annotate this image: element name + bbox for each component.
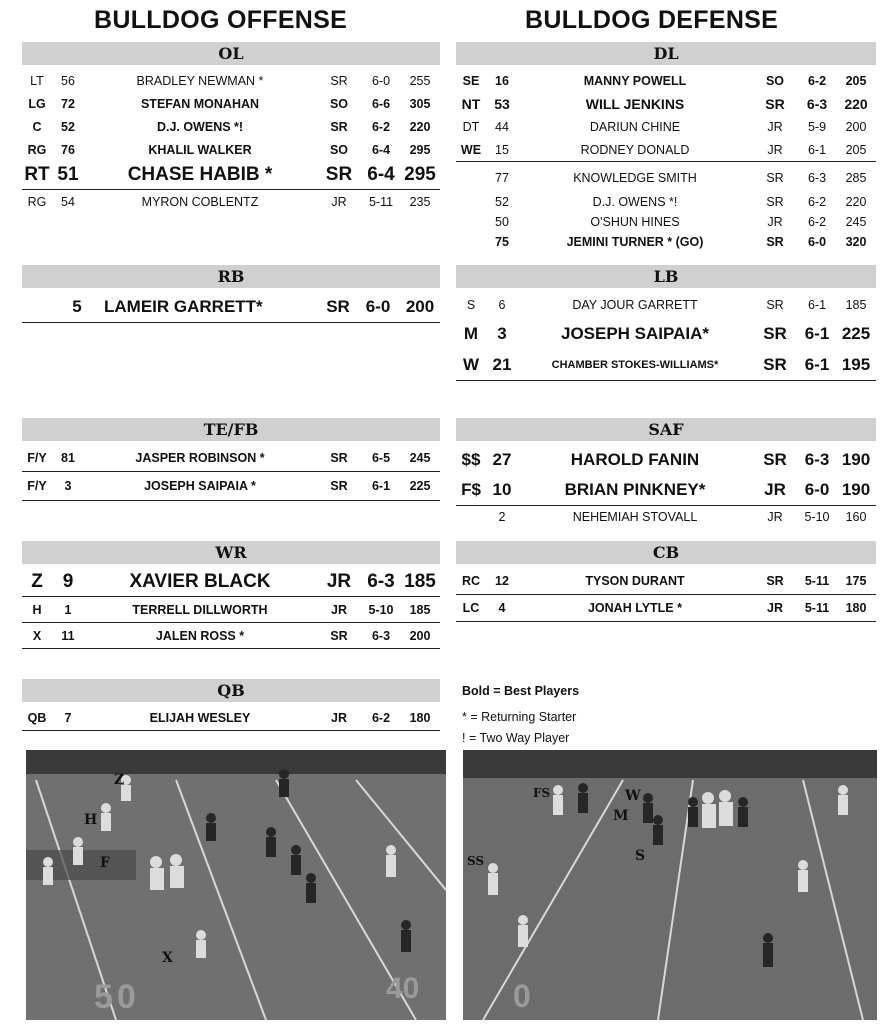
table-row [22, 472, 440, 501]
yard-number-0: 0 [513, 978, 531, 1014]
weight: 255 [409, 73, 431, 88]
height: 5-11 [368, 194, 394, 209]
jersey-number: 50 [495, 215, 509, 229]
field-image [26, 750, 446, 1020]
qb-section [22, 679, 440, 731]
jersey-number: 12 [495, 574, 509, 588]
height: 6-3 [804, 450, 830, 469]
height: 6-2 [807, 215, 827, 229]
table-row [456, 318, 876, 350]
table-row [22, 190, 440, 213]
te-fb-header: TE/FB [22, 418, 440, 441]
height: 6-0 [804, 480, 830, 499]
position: S [466, 298, 476, 312]
weight: 190 [841, 450, 871, 469]
weight: 220 [845, 195, 867, 209]
player-name: BRADLEY NEWMAN * [136, 73, 264, 88]
weight: 225 [409, 479, 431, 493]
jersey-number: 54 [61, 194, 75, 209]
position: QB [27, 711, 47, 725]
table-row [22, 69, 440, 92]
height: 6-0 [371, 73, 391, 88]
player-name: STEFAN MONAHAN [140, 96, 260, 111]
height: 6-2 [371, 711, 391, 725]
position: H [32, 602, 42, 617]
player-name: KNOWLEDGE SMITH [573, 170, 697, 185]
height: 6-3 [806, 95, 828, 112]
class-year: SO [765, 73, 785, 88]
position: LG [28, 96, 46, 111]
jersey-number: 9 [62, 571, 74, 592]
jersey-number: 5 [72, 297, 82, 316]
position: RT [24, 164, 50, 185]
table-row [22, 161, 440, 190]
player-name: JOSEPH SAIPAIA* [560, 324, 709, 343]
position: C [32, 119, 42, 134]
jersey-number: 6 [498, 298, 506, 312]
weight: 190 [841, 480, 871, 499]
player-name: JOSEPH SAIPAIA * [144, 479, 256, 493]
te-fb-section [22, 418, 440, 501]
height: 6-1 [804, 355, 830, 374]
rb-header: RB [22, 265, 440, 288]
weight: 220 [844, 95, 868, 112]
jersey-number: 4 [498, 601, 506, 615]
cb-section [456, 541, 876, 622]
yard-number-50: 50 [94, 978, 140, 1016]
height: 6-1 [804, 324, 830, 343]
position: SE [462, 73, 480, 88]
position: LC [462, 601, 480, 615]
weight: 200 [405, 297, 435, 316]
table-row [456, 115, 876, 138]
table-row [22, 445, 440, 472]
position: RG [27, 142, 47, 157]
position: W [462, 355, 480, 374]
jersey-number: 2 [498, 510, 506, 524]
class-year: SO [329, 96, 349, 111]
player-name: KHALIL WALKER [148, 142, 252, 157]
class-year: JR [331, 711, 347, 725]
player-name: JASPER ROBINSON * [135, 451, 265, 465]
jersey-number: 21 [492, 355, 512, 374]
weight: 185 [404, 571, 436, 592]
jersey-number: 52 [61, 119, 75, 134]
defense-title: BULLDOG DEFENSE [525, 6, 779, 34]
table-row [456, 166, 876, 189]
position: RC [461, 574, 481, 588]
jersey-number: 27 [492, 450, 512, 469]
class-year: SR [330, 119, 348, 134]
weight: 180 [409, 711, 431, 725]
table-row [456, 568, 876, 595]
player-name: JONAH LYTLE * [587, 601, 682, 615]
legend-bold: Bold = Best Players [462, 684, 580, 698]
saf-header: SAF [456, 418, 876, 441]
dl-header: DL [456, 42, 876, 65]
height: 6-1 [371, 479, 391, 493]
class-year: JR [764, 480, 786, 499]
marker-fs: FS [533, 786, 551, 800]
offense-formation-photo [26, 750, 446, 1020]
weight: 180 [845, 601, 867, 615]
table-row [22, 138, 440, 161]
player-name: O'SHUN HINES [590, 215, 680, 229]
class-year: SR [330, 451, 348, 465]
offense-title: BULLDOG OFFENSE [94, 6, 348, 34]
table-row [22, 568, 440, 597]
class-year: SR [765, 95, 785, 112]
table-row [456, 292, 876, 318]
height: 6-3 [807, 170, 827, 185]
jersey-number: 75 [495, 235, 509, 249]
jersey-number: 81 [61, 451, 75, 465]
class-year: JR [767, 215, 783, 229]
position: $$ [461, 450, 481, 469]
class-year: JR [331, 194, 347, 209]
jersey-number: 3 [497, 324, 507, 343]
class-year: JR [767, 601, 783, 615]
height: 6-4 [367, 164, 395, 185]
weight: 175 [845, 574, 867, 588]
rb-section [22, 265, 440, 323]
weight: 205 [845, 142, 867, 157]
position: M [463, 324, 479, 343]
weight: 235 [409, 194, 431, 209]
saf-section [456, 418, 876, 528]
position: NT [461, 95, 481, 112]
height: 6-6 [371, 96, 391, 111]
yard-number-40: 40 [386, 972, 420, 1005]
lb-header: LB [456, 265, 876, 288]
qb-header: QB [22, 679, 440, 702]
player-name: HAROLD FANIN [570, 450, 700, 469]
class-year: SR [330, 479, 348, 493]
weight: 245 [845, 215, 867, 229]
height: 5-11 [804, 574, 830, 588]
player-name: ELIJAH WESLEY [149, 711, 251, 725]
table-row [22, 597, 440, 623]
player-name: RODNEY DONALD [580, 142, 690, 157]
table-row [22, 292, 440, 323]
height: 6-2 [807, 195, 827, 209]
jersey-number: 16 [495, 73, 509, 88]
class-year: JR [767, 119, 783, 134]
cb-header: CB [456, 541, 876, 564]
height: 5-10 [368, 602, 394, 617]
player-name: XAVIER BLACK [129, 571, 271, 592]
height: 5-11 [804, 601, 830, 615]
jersey-number: 1 [64, 602, 72, 617]
height: 5-9 [807, 119, 827, 134]
weight: 200 [845, 119, 867, 134]
class-year: SR [325, 164, 353, 185]
position: Z [31, 571, 43, 592]
marker-m: M [613, 808, 629, 824]
class-year: JR [767, 142, 783, 157]
player-name: CHAMBER STOKES-WILLIAMS* [551, 359, 719, 371]
jersey-number: 10 [492, 480, 512, 499]
player-name: NEHEMIAH STOVALL [572, 510, 698, 524]
table-row [22, 115, 440, 138]
table-row [456, 232, 876, 252]
class-year: SR [766, 170, 784, 185]
ol-section [22, 42, 440, 213]
height: 6-0 [807, 235, 827, 249]
weight: 295 [409, 142, 431, 157]
table-row [456, 445, 876, 475]
table-row [456, 192, 876, 212]
jersey-number: 11 [61, 628, 75, 643]
lb-section [456, 265, 876, 381]
position: LT [30, 73, 44, 88]
class-year: SR [766, 574, 784, 588]
weight: 285 [845, 170, 867, 185]
table-row [22, 623, 440, 649]
player-name: WILL JENKINS [585, 95, 685, 112]
table-row [456, 506, 876, 528]
marker-f: F [100, 855, 110, 871]
jersey-number: 72 [61, 96, 75, 111]
wr-header: WR [22, 541, 440, 564]
weight: 200 [409, 628, 431, 643]
class-year: SR [763, 355, 787, 374]
height: 6-5 [371, 451, 391, 465]
table-row [456, 92, 876, 115]
weight: 320 [845, 235, 867, 249]
weight: 185 [845, 298, 867, 312]
marker-w: W [625, 788, 641, 804]
jersey-number: 53 [494, 95, 510, 112]
player-name: MANNY POWELL [583, 73, 687, 88]
height: 6-4 [371, 142, 391, 157]
table-row [456, 475, 876, 506]
player-name: TERRELL DILLWORTH [132, 602, 268, 617]
weight: 295 [404, 164, 436, 185]
height: 6-0 [365, 297, 391, 316]
class-year: JR [767, 510, 783, 524]
class-year: SR [766, 195, 784, 209]
dl-section [456, 42, 876, 252]
player-name: TYSON DURANT [585, 574, 685, 588]
legend-returning-starter: * = Returning Starter [462, 710, 577, 724]
player-name: DAY JOUR GARRETT [572, 298, 698, 312]
jersey-number: 56 [61, 73, 75, 88]
jersey-number: 77 [495, 170, 509, 185]
class-year: JR [326, 571, 352, 592]
weight: 245 [409, 451, 431, 465]
table-row [22, 92, 440, 115]
table-row [456, 595, 876, 622]
height: 6-2 [807, 73, 827, 88]
player-name: MYRON COBLENTZ [141, 194, 259, 209]
weight: 225 [841, 324, 871, 343]
height: 5-10 [804, 510, 830, 524]
player-name: BRIAN PINKNEY* [564, 480, 706, 499]
jersey-number: 51 [57, 164, 79, 185]
class-year: JR [331, 602, 347, 617]
height: 6-1 [807, 298, 827, 312]
class-year: SR [763, 450, 787, 469]
table-row [456, 69, 876, 92]
class-year: SR [330, 73, 348, 88]
weight: 185 [409, 602, 431, 617]
class-year: SR [766, 235, 784, 249]
weight: 195 [841, 355, 871, 374]
legend-two-way-player: ! = Two Way Player [462, 731, 570, 745]
position: F$ [461, 480, 481, 499]
position: WE [460, 142, 482, 157]
player-name: CHASE HABIB * [127, 164, 273, 185]
weight: 305 [409, 96, 431, 111]
player-name: DARIUN CHINE [589, 119, 681, 134]
position: X [32, 628, 42, 643]
marker-z: Z [114, 772, 125, 788]
marker-ss: SS [467, 854, 485, 868]
class-year: SR [330, 628, 348, 643]
jersey-number: 52 [495, 195, 509, 209]
table-row [22, 706, 440, 731]
class-year: SR [326, 297, 350, 316]
height: 6-3 [371, 628, 391, 643]
defense-formation-photo [463, 750, 877, 1020]
player-name: D.J. OWENS *! [156, 119, 244, 134]
class-year: SR [763, 324, 787, 343]
ol-header: OL [22, 42, 440, 65]
class-year: SO [329, 142, 349, 157]
table-row [456, 350, 876, 381]
height: 6-3 [367, 571, 395, 592]
jersey-number: 3 [64, 479, 72, 493]
jersey-number: 7 [64, 711, 72, 725]
jersey-number: 15 [495, 142, 509, 157]
jersey-number: 44 [495, 119, 509, 134]
player-name: LAMEIR GARRETT* [104, 297, 263, 316]
height: 6-1 [807, 142, 827, 157]
marker-h: H [84, 812, 98, 828]
weight: 205 [845, 73, 867, 88]
table-row [456, 138, 876, 162]
marker-x: X [162, 950, 173, 966]
height: 6-2 [371, 119, 391, 134]
player-name: JEMINI TURNER * (GO) [566, 235, 704, 249]
player-name: JALEN ROSS * [155, 628, 245, 643]
position: F/Y [27, 451, 47, 465]
jersey-number: 76 [61, 142, 75, 157]
marker-s: S [635, 848, 646, 864]
table-row [456, 212, 876, 232]
weight: 220 [409, 119, 431, 134]
position: DT [462, 119, 480, 134]
class-year: SR [766, 298, 784, 312]
position: F/Y [27, 479, 47, 493]
position: RG [27, 194, 47, 209]
wr-section [22, 541, 440, 649]
player-name: D.J. OWENS *! [592, 195, 678, 209]
weight: 160 [845, 510, 867, 524]
